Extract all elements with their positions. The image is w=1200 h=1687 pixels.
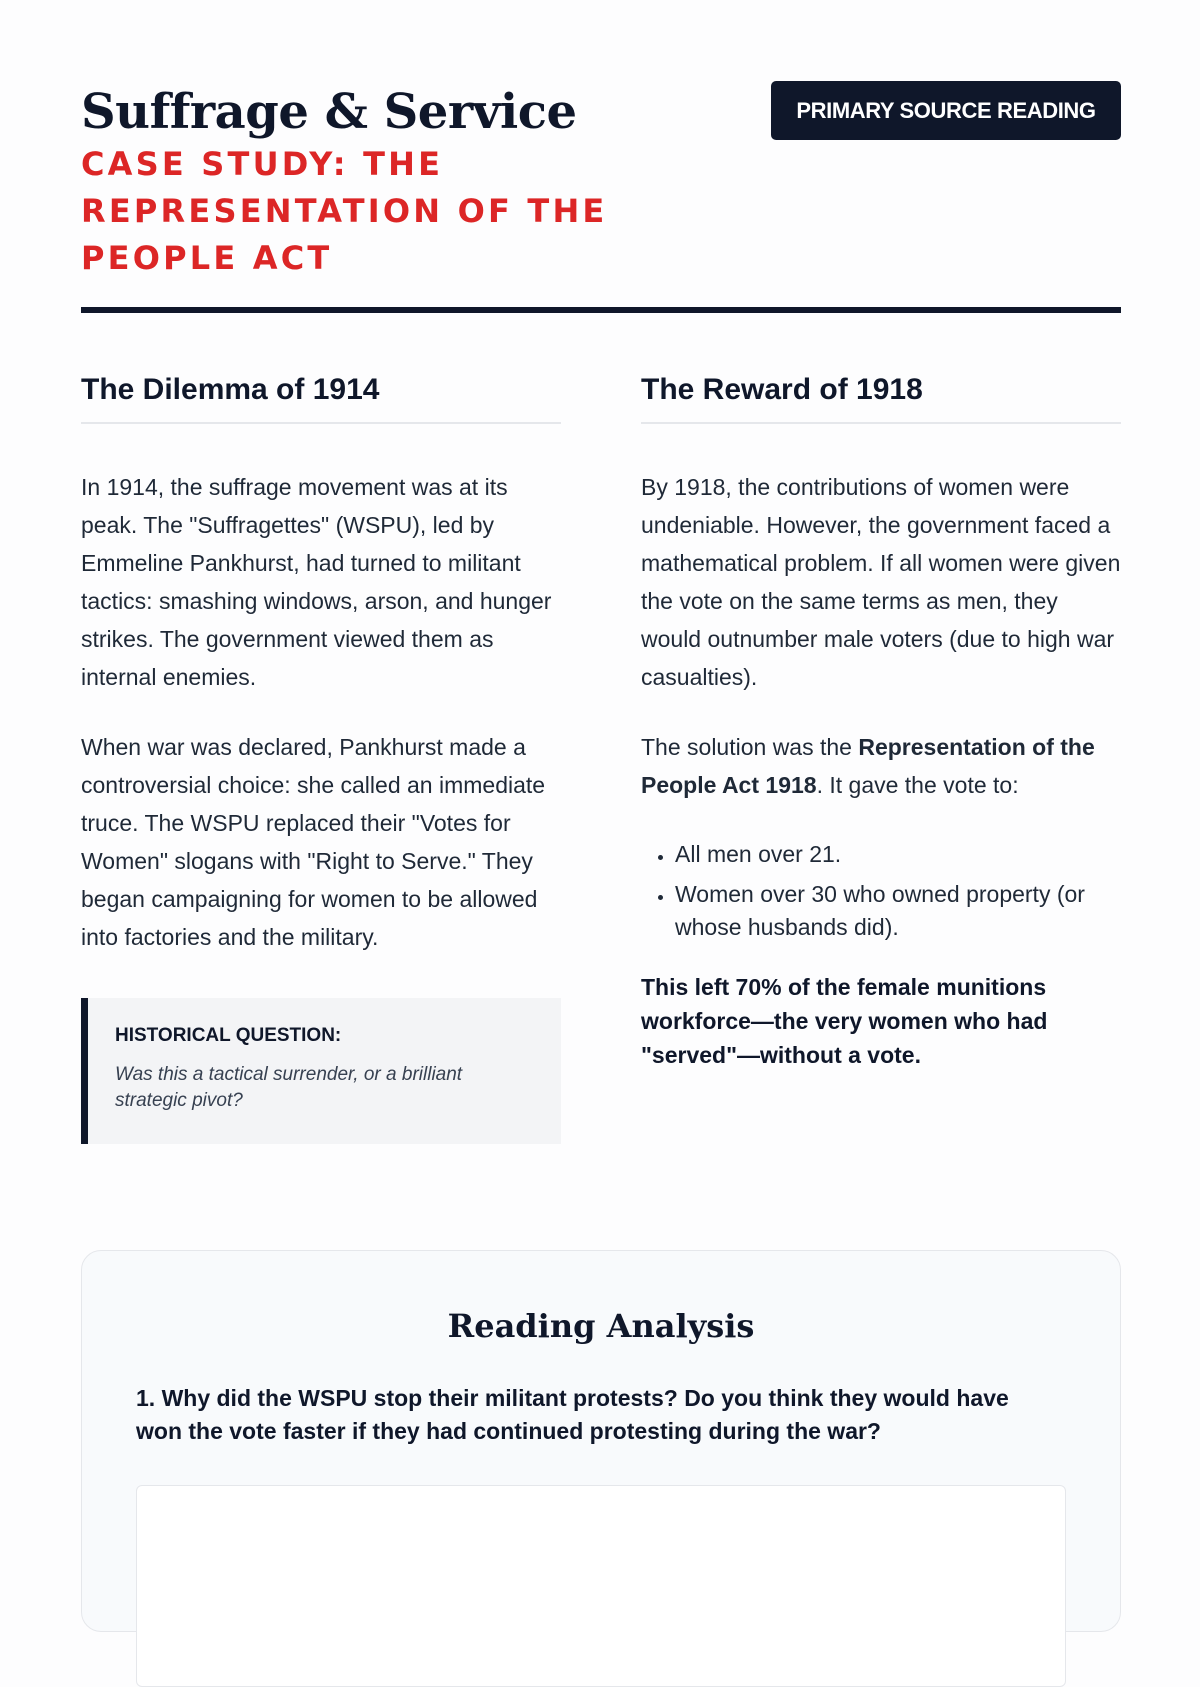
dilemma-column (81, 372, 561, 1144)
page-subtitle: CASE STUDY: THE REPRESENTATION OF THE PEOPLE ACT (81, 145, 608, 277)
primary-source-badge: PRIMARY SOURCE READING (771, 81, 1121, 140)
reward-column (641, 372, 1121, 1072)
callout-label: HISTORICAL QUESTION: (115, 1025, 342, 1046)
header (81, 0, 1121, 312)
munitions-note: This left 70% of the female munitions workforce—the very women who had "served"—without a vote. (641, 974, 1048, 1068)
analysis-heading: Reading Analysis (447, 1307, 755, 1345)
question-1: 1. Why did the WSPU stop their militant protests? Do you think they would have won the vote faster if they had continued protesting during the war? (136, 1385, 1009, 1444)
list-item: • All men over 21. (675, 838, 1121, 871)
paragraph-2-suffix: . It gave the vote to: (816, 772, 1019, 798)
reward-heading: The Reward of 1918 (641, 372, 1121, 424)
paragraph-2-prefix: The solution was the (641, 734, 859, 760)
page-title: Suffrage & Service (81, 84, 577, 140)
header-divider (81, 307, 1121, 313)
dilemma-heading: The Dilemma of 1914 (81, 372, 561, 424)
dilemma-paragraph-2: When war was declared, Pankhurst made a controversial choice: she called an immediate truce. The WSPU replaced their "Votes for Women" slogans with "Right to Serve." They began campaigning for women to be allowed into factories and the military. (81, 734, 546, 950)
historical-question-callout (81, 998, 561, 1144)
reward-paragraph-2 (641, 728, 1121, 804)
callout-text: Was this a tactical surrender, or a brilliant strategic pivot? (115, 1064, 463, 1111)
answer-box-1[interactable] (136, 1485, 1066, 1687)
voter-list (641, 838, 1121, 944)
dilemma-paragraph-1: In 1914, the suffrage movement was at its peak. The "Suffragettes" (WSPU), led by Emmeline Pankhurst, had turned to militant tactics: smashing windows, arson, and hunger strikes. The government viewed them as internal enemies. (81, 474, 552, 690)
list-item: • Women over 30 who owned property (or whose husbands did). (675, 878, 1121, 944)
worksheet-page (81, 0, 1121, 1444)
act-name: Representation of the People Act 1918 (641, 734, 1095, 798)
reading-analysis-panel (81, 1250, 1121, 1632)
reward-paragraph-1: By 1918, the contributions of women were undeniable. However, the government faced a mathematical problem. If all women were given the vote on the same terms as men, they would outnumber male voters (due to high war casualties). (641, 474, 1121, 690)
